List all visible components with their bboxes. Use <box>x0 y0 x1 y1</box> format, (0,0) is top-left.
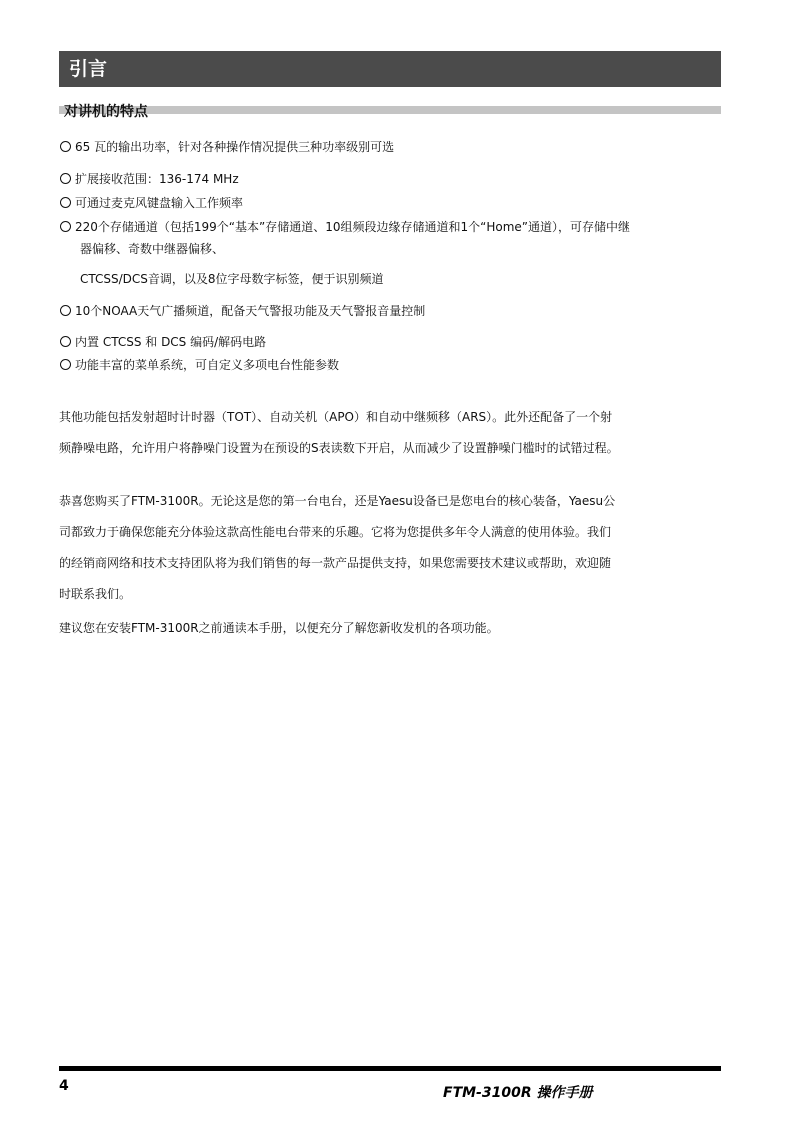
section-rule <box>59 106 721 114</box>
page-number: 4 <box>59 1078 69 1094</box>
circle-bullet-icon <box>60 305 71 316</box>
paragraph-line: 恭喜您购买了FTM-3100R。无论这是您的第一台电台，还是Yaesu设备已是您电台的核心装备，Yaesu公 <box>59 494 616 508</box>
paragraph-line: 的经销商网络和技术支持团队将为我们销售的每一款产品提供支持，如果您需要技术建议或帮助，欢迎随 <box>59 556 612 570</box>
feature-continuation: CTCSS/DCS音调，以及8位字母数字标签，便于识别频道 <box>80 272 384 286</box>
feature-item: 功能丰富的菜单系统，可自定义多项电台性能参数 <box>60 356 720 374</box>
chapter-title: 引言 <box>69 58 108 80</box>
circle-bullet-icon <box>60 173 71 184</box>
circle-bullet-icon <box>60 336 71 347</box>
paragraph-line: 建议您在安装FTM-3100R之前通读本手册，以便充分了解您新收发机的各项功能。 <box>59 621 499 635</box>
feature-continuation: 器偏移、奇数中继器偏移、 <box>80 242 225 256</box>
paragraph-line: 其他功能包括发射超时计时器（TOT）、自动关机（APO）和自动中继频移（ARS）。此外还配备了一个射 <box>59 410 613 424</box>
feature-item: 65 瓦的输出功率，针对各种操作情况提供三种功率级别可选 <box>60 138 720 156</box>
section-title: 对讲机的特点 <box>64 104 148 120</box>
feature-item: 10个NOAA天气广播频道，配备天气警报功能及天气警报音量控制 <box>60 302 720 320</box>
paragraph-line: 频静噪电路，允许用户将静噪门设置为在预设的S表读数下开启，从而减少了设置静噪门槛时的试错过程。 <box>59 441 619 455</box>
footer-rule <box>59 1066 721 1071</box>
feature-item: 内置 CTCSS 和 DCS 编码/解码电路 <box>60 333 720 351</box>
feature-item: 可通过麦克风键盘输入工作频率 <box>60 194 720 212</box>
manual-title: FTM-3100R 操作手册 <box>443 1085 593 1101</box>
paragraph-line: 司都致力于确保您能充分体验这款高性能电台带来的乐趣。它将为您提供多年令人满意的使用体验。我们 <box>59 525 612 539</box>
chapter-header-bar <box>59 51 721 87</box>
feature-item: 扩展接收范围：136-174 MHz <box>60 170 720 188</box>
paragraph-line: 时联系我们。 <box>59 587 132 601</box>
circle-bullet-icon <box>60 197 71 208</box>
circle-bullet-icon <box>60 359 71 370</box>
feature-item: 220个存储通道（包括199个“基本”存储通道、10组频段边缘存储通道和1个“Home”通道），可存储中继 <box>60 218 720 236</box>
circle-bullet-icon <box>60 141 71 152</box>
circle-bullet-icon <box>60 221 71 232</box>
